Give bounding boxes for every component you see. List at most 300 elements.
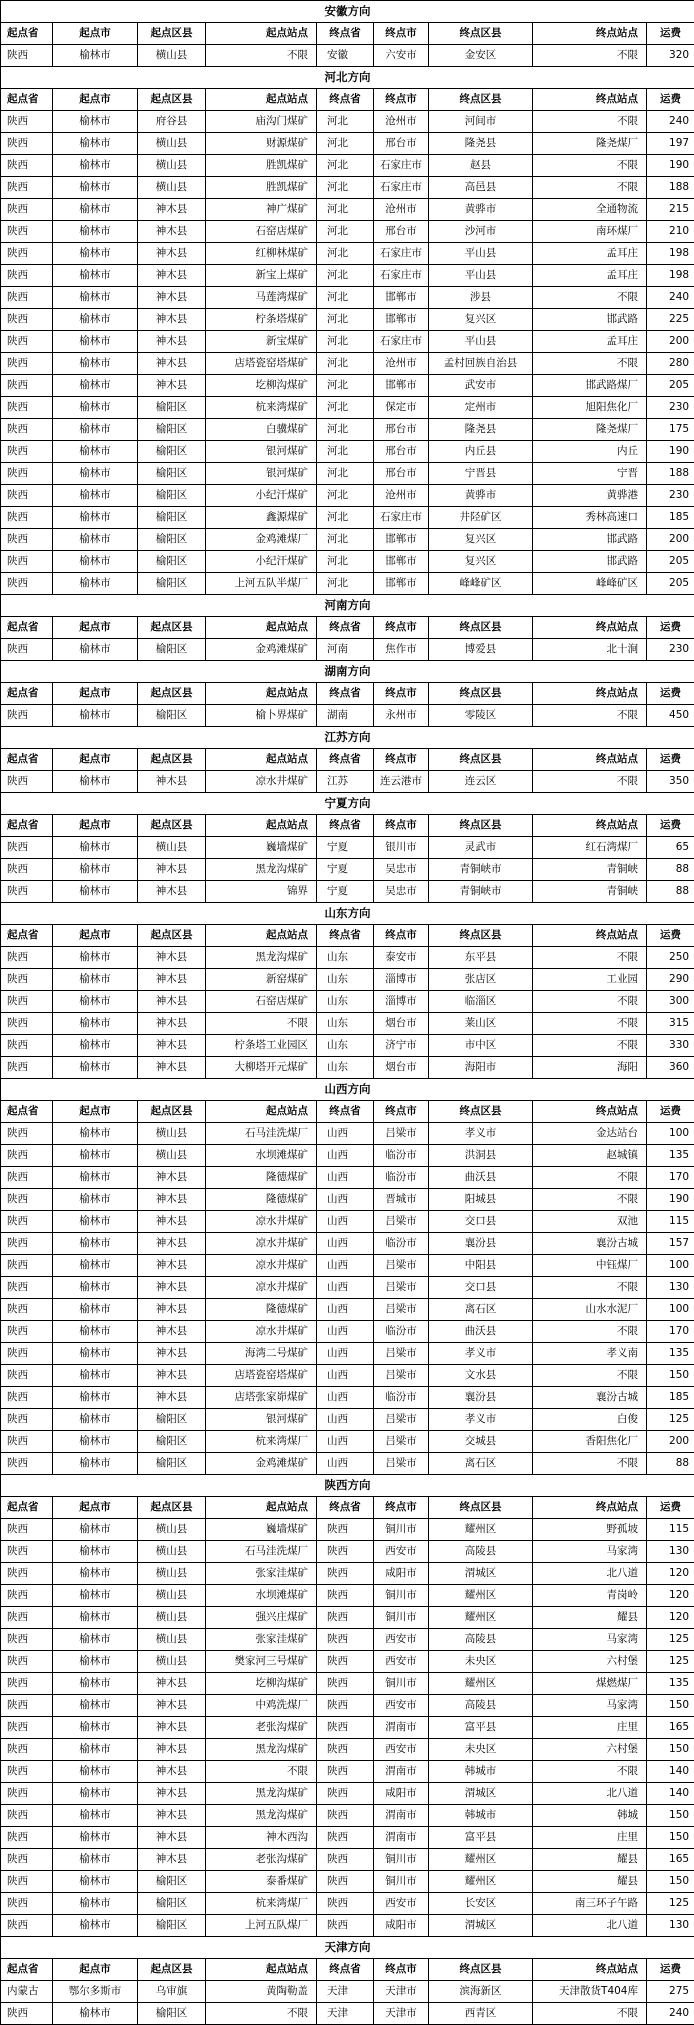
table-cell: 隆德煤矿 (206, 1167, 317, 1189)
table-cell: 榆林市 (53, 1827, 138, 1849)
table-row (1, 1255, 694, 1277)
table-cell: 不限 (533, 287, 647, 309)
table-cell: 陕西 (1, 287, 53, 309)
table-cell: 耀州区 (429, 1519, 533, 1541)
table-cell: 河南 (317, 639, 374, 661)
table-cell: 200 (647, 1431, 694, 1453)
table-cell: 陕西 (1, 1453, 53, 1475)
column-header: 终点站点 (533, 617, 647, 639)
table-cell: 银河煤矿 (206, 441, 317, 463)
table-cell: 榆林市 (53, 155, 138, 177)
table-row (1, 1893, 694, 1915)
table-cell: 120 (647, 1607, 694, 1629)
table-cell: 榆林市 (53, 111, 138, 133)
table-cell: 未央区 (429, 1739, 533, 1761)
table-cell: 韩城 (533, 1805, 647, 1827)
column-header: 起点市 (53, 1101, 138, 1123)
table-cell: 河北 (317, 397, 374, 419)
table-cell: 北十涧 (533, 639, 647, 661)
table-cell: 晋城市 (374, 1189, 429, 1211)
table-cell: 陕西 (1, 441, 53, 463)
table-cell: 陕西 (1, 265, 53, 287)
table-cell: 陕西 (1, 1651, 53, 1673)
table-cell: 450 (647, 705, 694, 727)
table-cell: 北八道 (533, 1563, 647, 1585)
table-cell: 石窑店煤矿 (206, 221, 317, 243)
table-cell: 银川市 (374, 837, 429, 859)
table-cell: 330 (647, 1035, 694, 1057)
table-cell: 130 (647, 1277, 694, 1299)
table-cell: 神木县 (138, 375, 206, 397)
table-cell: 榆林市 (53, 133, 138, 155)
table-cell: 富平县 (429, 1827, 533, 1849)
table-cell: 陕西 (1, 1893, 53, 1915)
table-cell: 榆林市 (53, 1057, 138, 1079)
table-cell: 陕西 (317, 1805, 374, 1827)
table-cell: 邯郸市 (374, 573, 429, 595)
table-row (1, 1387, 694, 1409)
table-cell: 河北 (317, 199, 374, 221)
table-cell: 榆林市 (53, 1541, 138, 1563)
table-row (1, 1409, 694, 1431)
section-title: 陕西方向 (1, 1475, 694, 1497)
table-cell: 陕西 (1, 705, 53, 727)
table-cell: 不限 (533, 1013, 647, 1035)
column-header: 起点站点 (206, 1497, 317, 1519)
table-cell: 海阳 (533, 1057, 647, 1079)
table-cell: 老张沟煤矿 (206, 1849, 317, 1871)
table-cell: 定州市 (429, 397, 533, 419)
table-cell: 榆林市 (53, 397, 138, 419)
table-cell: 鑫源煤矿 (206, 507, 317, 529)
table-cell: 孝义市 (429, 1409, 533, 1431)
section-title: 河南方向 (1, 595, 694, 617)
table-row (1, 1849, 694, 1871)
table-cell: 榆林市 (53, 1167, 138, 1189)
table-cell: 陕西 (317, 1629, 374, 1651)
table-cell: 150 (647, 1695, 694, 1717)
table-cell: 双池 (533, 1211, 647, 1233)
table-cell: 银河煤矿 (206, 1409, 317, 1431)
table-cell: 沧州市 (374, 485, 429, 507)
table-cell: 黄陶勒盖 (206, 1981, 317, 2003)
table-cell: 陕西 (317, 1893, 374, 1915)
column-header: 起点市 (53, 749, 138, 771)
table-row (1, 1343, 694, 1365)
table-cell: 石窑店煤矿 (206, 991, 317, 1013)
table-cell: 河北 (317, 507, 374, 529)
table-cell: 榆林市 (53, 1035, 138, 1057)
table-cell: 不限 (533, 177, 647, 199)
column-header: 终点市 (374, 23, 429, 45)
section-title: 湖南方向 (1, 661, 694, 683)
table-cell: 六村堡 (533, 1739, 647, 1761)
column-header: 运费 (647, 749, 694, 771)
table-row (1, 199, 694, 221)
table-cell: 乌审旗 (138, 1981, 206, 2003)
table-cell: 金达站台 (533, 1123, 647, 1145)
table-row (1, 1299, 694, 1321)
table-cell: 凉水井煤矿 (206, 1211, 317, 1233)
column-header: 起点市 (53, 1959, 138, 1981)
table-cell: 陕西 (1, 1167, 53, 1189)
table-row (1, 1541, 694, 1563)
table-cell: 横山县 (138, 1563, 206, 1585)
table-cell: 陕西 (1, 837, 53, 859)
table-cell: 泰番煤矿 (206, 1871, 317, 1893)
table-row (1, 1673, 694, 1695)
table-cell: 马家湾 (533, 1541, 647, 1563)
table-cell: 神木县 (138, 1167, 206, 1189)
table-cell: 黑龙沟煤矿 (206, 859, 317, 881)
column-header: 运费 (647, 1497, 694, 1519)
table-row (1, 881, 694, 903)
table-cell: 190 (647, 441, 694, 463)
table-cell: 榆阳区 (138, 1915, 206, 1937)
table-cell: 陕西 (1, 1431, 53, 1453)
table-cell: 离石区 (429, 1453, 533, 1475)
table-cell: 榆阳区 (138, 397, 206, 419)
column-header: 终点站点 (533, 1101, 647, 1123)
table-cell: 江苏 (317, 771, 374, 793)
table-cell: 350 (647, 771, 694, 793)
table-cell: 神木县 (138, 1211, 206, 1233)
column-header: 运费 (647, 23, 694, 45)
table-cell: 平山县 (429, 243, 533, 265)
table-cell: 不限 (533, 155, 647, 177)
table-cell: 山西 (317, 1343, 374, 1365)
table-cell: 山东 (317, 1013, 374, 1035)
table-row (1, 1145, 694, 1167)
table-cell: 230 (647, 397, 694, 419)
table-row (1, 441, 694, 463)
table-cell: 陕西 (1, 1343, 53, 1365)
column-header: 起点站点 (206, 1959, 317, 1981)
table-cell: 陕西 (1, 1607, 53, 1629)
table-cell: 120 (647, 1585, 694, 1607)
table-cell: 陕西 (1, 1849, 53, 1871)
section-title: 河北方向 (1, 67, 694, 89)
table-cell: 神木县 (138, 1827, 206, 1849)
table-cell: 榆林市 (53, 1673, 138, 1695)
table-cell: 黄骅市 (429, 485, 533, 507)
table-cell: 榆林市 (53, 991, 138, 1013)
table-cell: 河北 (317, 551, 374, 573)
table-cell: 陕西 (317, 1563, 374, 1585)
table-row (1, 133, 694, 155)
table-cell: 88 (647, 881, 694, 903)
table-cell: 275 (647, 1981, 694, 2003)
table-cell: 陕西 (317, 1739, 374, 1761)
table-cell: 柠条塔工业园区 (206, 1035, 317, 1057)
table-cell: 山西 (317, 1299, 374, 1321)
table-cell: 孝义市 (429, 1123, 533, 1145)
table-cell: 河北 (317, 265, 374, 287)
table-cell: 陕西 (1, 1871, 53, 1893)
table-cell: 山东 (317, 1057, 374, 1079)
table-cell: 不限 (533, 1035, 647, 1057)
section-title: 山西方向 (1, 1079, 694, 1101)
table-cell: 榆林市 (53, 1211, 138, 1233)
table-cell: 陕西 (1, 243, 53, 265)
table-cell: 新窑煤矿 (206, 969, 317, 991)
table-cell: 陕西 (317, 1849, 374, 1871)
table-cell: 不限 (533, 771, 647, 793)
table-cell: 陕西 (1, 309, 53, 331)
table-cell: 高邑县 (429, 177, 533, 199)
table-cell: 榆林市 (53, 1365, 138, 1387)
column-header: 终点省 (317, 23, 374, 45)
table-cell: 神木县 (138, 1013, 206, 1035)
table-cell: 125 (647, 1651, 694, 1673)
table-cell: 临汾市 (374, 1387, 429, 1409)
table-cell: 榆阳区 (138, 441, 206, 463)
table-cell: 榆阳区 (138, 1871, 206, 1893)
table-row (1, 837, 694, 859)
table-cell: 135 (647, 1343, 694, 1365)
table-cell: 凉水井煤矿 (206, 1277, 317, 1299)
table-cell: 125 (647, 1893, 694, 1915)
table-cell: 神木县 (138, 1035, 206, 1057)
table-cell: 铜川市 (374, 1607, 429, 1629)
table-cell: 神木县 (138, 969, 206, 991)
table-cell: 陕西 (1, 221, 53, 243)
table-cell: 吕梁市 (374, 1277, 429, 1299)
column-header: 运费 (647, 89, 694, 111)
table-cell: 不限 (533, 1453, 647, 1475)
column-header: 起点省 (1, 925, 53, 947)
table-cell: 150 (647, 1739, 694, 1761)
column-header: 终点省 (317, 683, 374, 705)
column-header: 终点站点 (533, 1959, 647, 1981)
table-cell: 西安市 (374, 1739, 429, 1761)
table-row (1, 1607, 694, 1629)
column-header: 起点省 (1, 1497, 53, 1519)
table-cell: 榆林市 (53, 1739, 138, 1761)
table-cell: 神木县 (138, 1255, 206, 1277)
table-cell: 石家庄市 (374, 265, 429, 287)
table-cell: 马家湾 (533, 1695, 647, 1717)
column-header: 起点区县 (138, 815, 206, 837)
table-cell: 神木县 (138, 1365, 206, 1387)
column-header: 终点省 (317, 617, 374, 639)
table-cell: 宁夏 (317, 837, 374, 859)
table-cell: 山西 (317, 1233, 374, 1255)
table-cell: 焦作市 (374, 639, 429, 661)
table-cell: 神木县 (138, 1321, 206, 1343)
table-cell: 天津市 (374, 2003, 429, 2025)
table-row (1, 1563, 694, 1585)
table-cell: 文水县 (429, 1365, 533, 1387)
table-cell: 360 (647, 1057, 694, 1079)
table-cell: 河间市 (429, 111, 533, 133)
column-header: 运费 (647, 815, 694, 837)
table-row (1, 947, 694, 969)
table-cell: 榆林市 (53, 859, 138, 881)
table-cell: 不限 (533, 1189, 647, 1211)
table-cell: 不限 (533, 353, 647, 375)
table-cell: 横山县 (138, 1541, 206, 1563)
column-header: 起点市 (53, 89, 138, 111)
table-cell: 孟村回族自治县 (429, 353, 533, 375)
table-cell: 襄汾古城 (533, 1387, 647, 1409)
table-row (1, 1871, 694, 1893)
table-cell: 100 (647, 1299, 694, 1321)
table-cell: 陕西 (1, 1563, 53, 1585)
table-cell: 渭城区 (429, 1563, 533, 1585)
table-cell: 沧州市 (374, 111, 429, 133)
table-row (1, 1739, 694, 1761)
table-cell: 沧州市 (374, 353, 429, 375)
column-header: 起点区县 (138, 89, 206, 111)
table-cell: 不限 (533, 1277, 647, 1299)
table-cell: 河北 (317, 221, 374, 243)
table-cell: 峰峰矿区 (533, 573, 647, 595)
table-cell: 隆德煤矿 (206, 1299, 317, 1321)
table-cell: 榆林市 (53, 1233, 138, 1255)
table-cell: 巍墙煤矿 (206, 837, 317, 859)
table-cell: 陕西 (317, 1585, 374, 1607)
table-cell: 孟耳庄 (533, 331, 647, 353)
table-cell: 黑龙沟煤矿 (206, 1739, 317, 1761)
table-cell: 山西 (317, 1167, 374, 1189)
section-title: 天津方向 (1, 1937, 694, 1959)
table-cell: 陕西 (1, 1365, 53, 1387)
table-cell: 山西 (317, 1189, 374, 1211)
table-cell: 青铜峡 (533, 881, 647, 903)
table-cell: 125 (647, 1409, 694, 1431)
table-cell: 安徽 (317, 45, 374, 67)
table-cell: 陕西 (1, 1211, 53, 1233)
column-header: 终点市 (374, 749, 429, 771)
table-cell: 黑龙沟煤矿 (206, 947, 317, 969)
table-cell: 陕西 (317, 1541, 374, 1563)
table-cell: 榆阳区 (138, 639, 206, 661)
table-cell: 东平县 (429, 947, 533, 969)
table-cell: 不限 (206, 1013, 317, 1035)
table-cell: 临汾市 (374, 1167, 429, 1189)
table-cell: 榆林市 (53, 1431, 138, 1453)
table-row (1, 221, 694, 243)
table-cell: 榆阳区 (138, 463, 206, 485)
table-cell: 榆林市 (53, 1255, 138, 1277)
table-cell: 吕梁市 (374, 1123, 429, 1145)
table-cell: 榆阳区 (138, 529, 206, 551)
table-row (1, 507, 694, 529)
column-header: 起点市 (53, 1497, 138, 1519)
table-cell: 陕西 (317, 1673, 374, 1695)
table-cell: 耀州区 (429, 1607, 533, 1629)
column-header: 终点省 (317, 89, 374, 111)
table-cell: 胜凯煤矿 (206, 177, 317, 199)
table-row (1, 265, 694, 287)
table-cell: 神木县 (138, 859, 206, 881)
table-cell: 陕西 (1, 1717, 53, 1739)
table-cell: 陕西 (1, 881, 53, 903)
table-cell: 陕西 (1, 485, 53, 507)
table-cell: 河北 (317, 243, 374, 265)
table-cell: 邯郸市 (374, 375, 429, 397)
table-cell: 石马洼洗煤厂 (206, 1541, 317, 1563)
table-cell: 240 (647, 111, 694, 133)
table-cell: 陕西 (1, 1629, 53, 1651)
table-cell: 博爱县 (429, 639, 533, 661)
table-cell: 榆林市 (53, 1013, 138, 1035)
table-cell: 不限 (533, 1321, 647, 1343)
table-cell: 水坝滩煤矿 (206, 1145, 317, 1167)
table-cell: 吕梁市 (374, 1343, 429, 1365)
column-header: 起点站点 (206, 925, 317, 947)
table-cell: 榆林市 (53, 353, 138, 375)
table-cell: 复兴区 (429, 529, 533, 551)
table-row (1, 1761, 694, 1783)
table-cell: 新宝上煤矿 (206, 265, 317, 287)
table-cell: 沧州市 (374, 199, 429, 221)
table-cell: 陕西 (1, 1189, 53, 1211)
table-cell: 樊家河三号煤矿 (206, 1651, 317, 1673)
table-cell: 榆林市 (53, 265, 138, 287)
table-cell: 隆尧煤厂 (533, 419, 647, 441)
table-cell: 耀县 (533, 1849, 647, 1871)
table-cell: 榆阳区 (138, 573, 206, 595)
table-cell: 陕西 (1, 2003, 53, 2025)
table-cell: 陕西 (317, 1695, 374, 1717)
table-cell: 石家庄市 (374, 331, 429, 353)
table-cell: 不限 (533, 111, 647, 133)
table-cell: 188 (647, 463, 694, 485)
table-cell: 157 (647, 1233, 694, 1255)
table-cell: 杭来湾煤厂 (206, 1431, 317, 1453)
table-cell: 平山县 (429, 265, 533, 287)
table-cell: 神木县 (138, 1783, 206, 1805)
table-cell: 青岗岭 (533, 1585, 647, 1607)
table-cell: 横山县 (138, 1607, 206, 1629)
section-title-row (1, 727, 694, 749)
section-title: 安徽方向 (1, 1, 694, 23)
table-cell: 榆阳区 (138, 419, 206, 441)
table-cell: 隆尧县 (429, 419, 533, 441)
column-header: 起点省 (1, 683, 53, 705)
table-row (1, 375, 694, 397)
table-cell: 河北 (317, 353, 374, 375)
table-cell: 河北 (317, 375, 374, 397)
table-row (1, 1431, 694, 1453)
column-header: 终点站点 (533, 89, 647, 111)
table-cell: 水坝滩煤矿 (206, 1585, 317, 1607)
table-cell: 邢台市 (374, 463, 429, 485)
table-cell: 小纪汗煤矿 (206, 551, 317, 573)
table-cell: 河北 (317, 111, 374, 133)
table-cell: 榆林市 (53, 177, 138, 199)
table-cell: 金安区 (429, 45, 533, 67)
table-cell: 榆林市 (53, 947, 138, 969)
table-cell: 榆林市 (53, 1123, 138, 1145)
table-cell: 190 (647, 1189, 694, 1211)
table-cell: 陕西 (317, 1827, 374, 1849)
table-cell: 榆林市 (53, 1145, 138, 1167)
section-title-row (1, 903, 694, 925)
table-row (1, 1365, 694, 1387)
section-title-row (1, 595, 694, 617)
table-cell: 榆林市 (53, 1343, 138, 1365)
table-row (1, 1321, 694, 1343)
table-cell: 榆林市 (53, 199, 138, 221)
table-cell: 150 (647, 1827, 694, 1849)
table-cell: 榆阳区 (138, 1453, 206, 1475)
table-cell: 天津散货T404库 (533, 1981, 647, 2003)
table-cell: 榆林市 (53, 639, 138, 661)
table-cell: 陕西 (1, 859, 53, 881)
